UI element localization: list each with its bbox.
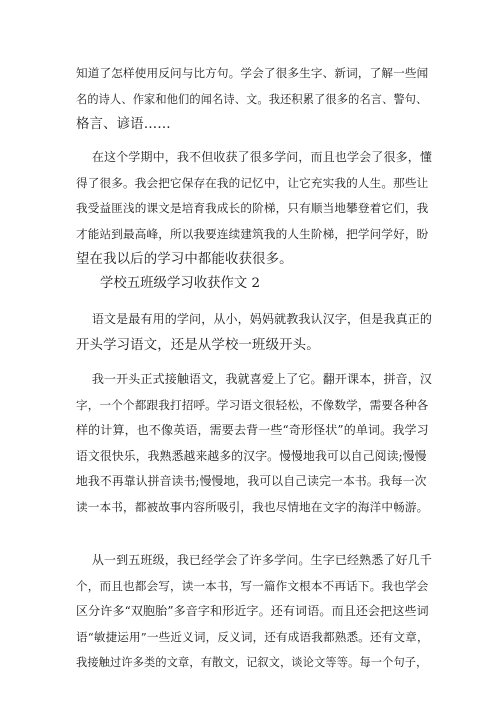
- section-title: 学校五班级学习收获作文 2: [100, 276, 261, 291]
- text-line: 在这个学期中，我不但收获了很多学问，而且也学会了很多，懂: [76, 150, 433, 164]
- text-line: 知道了怎样使用反问与比方句。学会了很多生字、新词，了解一些闻: [76, 66, 429, 80]
- text-line: 语文很快乐，我熟悉越来越多的汉字。慢慢地我可以自己阅读;慢慢: [76, 448, 427, 463]
- text-line: 个，而且也都会写，读一本书，写一篇作文根本不再话下。我也学会: [76, 578, 429, 593]
- text-line: 才能站到最高峰，所以我要连续建筑我的人生阶梯，把学问学好，盼: [76, 226, 429, 241]
- text-line: 区分许多“双胞胎”多音字和形近字。还有词语。而且还会把这些词: [76, 604, 429, 618]
- paragraph-1: [76, 61, 432, 138]
- text-line: 望在我以后的学习中都能收获很多。: [76, 252, 293, 267]
- text-line: 我受益匪浅的课文是培育我成长的阶梯，只有顺当地攀登着它们，我: [76, 201, 429, 215]
- text-line: 字，一个个都跟我打招呼。学习语文很轻松，不像数学，需要各种各: [76, 397, 429, 412]
- paragraph-2: [76, 145, 432, 273]
- text-line: 语文是最有用的学问，从小，妈妈就教我认汉字，但是我真正的: [76, 312, 433, 326]
- text-line: 读一本书，都被故事内容所吸引，我也尽情地在文字的海洋中畅游。: [76, 499, 429, 514]
- paragraph-3: [76, 307, 432, 358]
- paragraph-4: [76, 367, 432, 520]
- text-line: 语“敏捷运用”一些近义词，反义词，还有成语我都熟悉。还有文章，: [76, 629, 429, 644]
- paragraph-5: [76, 548, 432, 676]
- text-line: 从一到五班级，我已经学会了许多学问。生字已经熟悉了好几千: [76, 553, 433, 567]
- text-line: 名的诗人、作家和他们的闻名诗、文。我还积累了很多的名言、警句、: [76, 92, 428, 106]
- text-line: 地我不再靠认拼音读书;慢慢地，我可以自己读完一本书。我每一次: [76, 474, 427, 488]
- text-line: 样的计算，也不像英语，需要去背一些“奇形怪状”的单词。我学习: [76, 423, 429, 437]
- text-line: 我接触过许多类的文章，有散文，记叙文，谈论文等等。每一个句子，: [76, 656, 428, 669]
- text-line: 我一开头正式接触语文，我就喜爱上了它。翻开课本，拼音，汉: [76, 372, 433, 386]
- text-line: 开头学习语文，还是从学校一班级开头。: [76, 337, 320, 353]
- text-line: 得了很多。我会把它保存在我的记忆中，让它充实我的人生。那些让: [76, 175, 429, 190]
- text-line: 格言、谚语……: [76, 117, 171, 132]
